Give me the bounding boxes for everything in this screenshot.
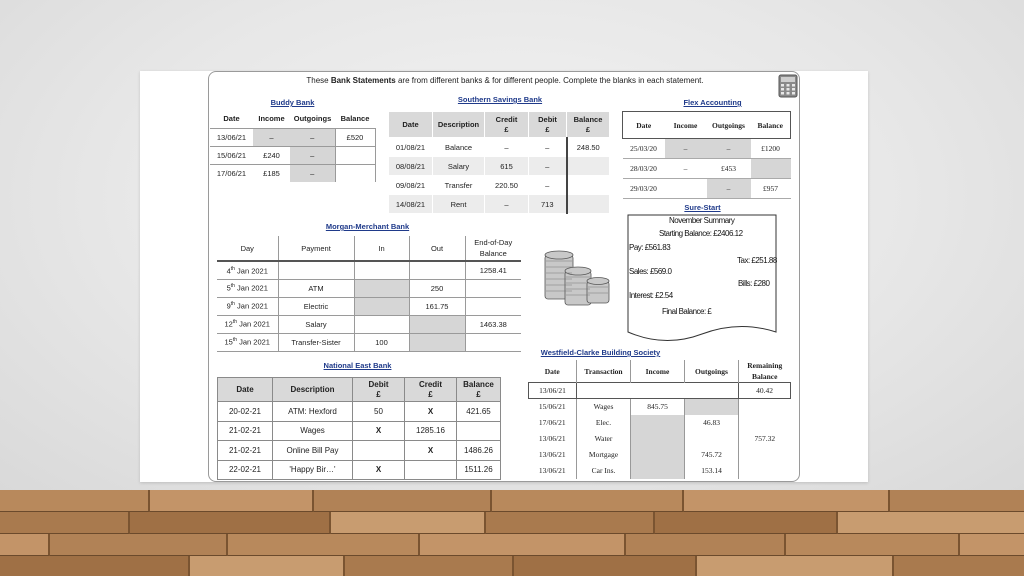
date-cell: 20-02-21	[218, 402, 273, 422]
income-cell[interactable]: –	[665, 139, 707, 159]
date-cell: 28/03/20	[623, 159, 665, 179]
balance-cell: 757.32	[739, 431, 791, 447]
balance-blank[interactable]	[567, 195, 610, 214]
date-cell: 21-02-21	[218, 441, 273, 461]
table-row	[217, 333, 521, 351]
debit-blank[interactable]	[353, 441, 405, 461]
description-cell: Salary	[433, 157, 485, 176]
table-row	[217, 261, 521, 279]
balance-blank[interactable]	[567, 157, 610, 176]
flex-accounting-table	[622, 111, 791, 199]
floor-plank	[492, 490, 684, 512]
income-cell[interactable]	[631, 431, 685, 447]
floor-plank	[684, 490, 890, 512]
balance-cell: 1463.38	[465, 315, 521, 333]
balance-blank[interactable]	[465, 297, 521, 315]
floor-plank	[130, 512, 331, 534]
floor-plank	[626, 534, 786, 556]
day-cell: 4th Jan 2021	[217, 261, 278, 279]
floor-plank	[514, 556, 697, 576]
description-cell: ATM: Hexford	[273, 402, 353, 422]
date-cell: 29/03/20	[623, 179, 665, 199]
table-row	[210, 146, 375, 164]
credit-cell: –	[485, 195, 529, 214]
floor-plank	[190, 556, 345, 576]
credit-cell: X	[405, 441, 457, 461]
credit-cell: 1285.16	[405, 421, 457, 441]
column-header: Credit £	[485, 112, 529, 138]
column-header: Credit £	[405, 378, 457, 402]
column-header: Date	[389, 112, 433, 138]
column-header: Transaction	[577, 360, 631, 383]
debit-cell: 50	[353, 402, 405, 422]
morgan-merchant-title: Morgan-Merchant Bank	[325, 222, 410, 231]
income-cell: –	[665, 159, 707, 179]
outgoings-cell: 153.14	[685, 463, 739, 479]
credit-blank[interactable]	[405, 460, 457, 480]
outgoings-cell[interactable]: –	[290, 164, 335, 182]
pay-line: Pay: £561.83	[629, 243, 671, 252]
balance-blank[interactable]	[739, 399, 791, 415]
floor-plank	[331, 512, 486, 534]
balance-blank[interactable]	[739, 463, 791, 479]
table-row	[389, 157, 610, 176]
floor-plank	[697, 556, 894, 576]
transaction-cell: Car Ins.	[577, 463, 631, 479]
debit-cell: X	[353, 421, 405, 441]
sure-start-title: Sure-Start	[684, 203, 721, 212]
column-header: Payment	[278, 236, 354, 261]
table-row	[389, 176, 610, 195]
date-cell: 15/06/21	[210, 146, 253, 164]
outgoings-cell: 46.83	[685, 415, 739, 431]
column-header: Out	[409, 236, 465, 261]
table-header-row	[218, 378, 501, 402]
date-cell: 25/03/20	[623, 139, 665, 159]
balance-cell: £1200	[751, 139, 791, 159]
table-header-row	[623, 112, 791, 139]
balance-cell: 40.42	[739, 383, 791, 399]
debit-cell: 713	[529, 195, 567, 214]
date-cell: 17/06/21	[538, 418, 566, 427]
floor-plank	[228, 534, 420, 556]
table-header-row	[217, 236, 521, 261]
westfield-clarke-title: Westfield-Clarke Building Society	[540, 348, 661, 357]
column-header: Date	[544, 366, 560, 376]
outgoings-cell: 745.72	[685, 447, 739, 463]
outgoings-cell[interactable]: –	[290, 128, 335, 146]
description-cell: Wages	[273, 421, 353, 441]
description-cell: 'Happy Bir…'	[273, 460, 353, 480]
income-cell[interactable]	[631, 447, 685, 463]
coin-stacks-icon	[543, 247, 611, 307]
floor-plank	[838, 512, 1024, 534]
balance-blank[interactable]	[739, 447, 791, 463]
national-east-title: National East Bank	[323, 361, 392, 370]
floor-plank	[894, 556, 1024, 576]
debit-cell: –	[529, 138, 567, 157]
in-blank[interactable]	[354, 315, 409, 333]
debit-cell: –	[529, 157, 567, 176]
income-cell: 845.75	[631, 399, 685, 415]
bills-line: Bills: £280	[738, 279, 770, 288]
date-cell: 21-02-21	[218, 421, 273, 441]
tax-line: Tax: £251.88	[737, 256, 777, 265]
summary-heading: November Summary	[669, 216, 735, 225]
table-row	[217, 279, 521, 297]
credit-cell: 220.50	[485, 176, 529, 195]
balance-cell: 421.65	[457, 402, 501, 422]
balance-blank[interactable]	[567, 176, 610, 195]
morgan-merchant-table	[217, 236, 521, 352]
income-cell: £240	[253, 146, 290, 164]
column-header: End-of-Day Balance	[465, 236, 521, 261]
column-header: Debit £	[353, 378, 405, 402]
floor-plank	[0, 490, 150, 512]
debit-cell: –	[529, 176, 567, 195]
outgoings-cell: £453	[707, 159, 751, 179]
westfield-clarke-table	[528, 360, 791, 479]
date-cell: 17/06/21	[210, 164, 253, 182]
table-row	[218, 460, 501, 480]
floor-plank	[0, 556, 190, 576]
day-cell: 5th Jan 2021	[217, 279, 278, 297]
floor-plank	[420, 534, 626, 556]
income-blank[interactable]	[665, 179, 707, 199]
table-header-row	[210, 110, 375, 128]
date-cell: 13/06/21	[538, 466, 566, 475]
table-row	[389, 138, 610, 157]
in-cell[interactable]	[354, 279, 409, 297]
floor-plank	[314, 490, 492, 512]
column-header: Day	[217, 236, 278, 261]
instructions-heading: These Bank Statements are from different banks & for different people. Complete the blanks in each statement.	[306, 76, 704, 85]
transaction-cell: Wages	[577, 399, 631, 415]
floor-plank	[150, 490, 314, 512]
payment-cell: Electric	[278, 297, 354, 315]
table-row	[218, 402, 501, 422]
out-cell[interactable]	[409, 315, 465, 333]
description-cell: Rent	[433, 195, 485, 214]
column-header: Description	[433, 112, 485, 138]
in-cell: 100	[354, 333, 409, 351]
table-row	[210, 164, 375, 182]
table-row	[529, 463, 791, 479]
credit-cell: 615	[485, 157, 529, 176]
balance-cell: £520	[335, 128, 375, 146]
in-cell	[354, 261, 409, 279]
day-cell: 12th Jan 2021	[217, 315, 278, 333]
payment-cell: Salary	[278, 315, 354, 333]
payment-cell: Transfer-Sister	[278, 333, 354, 351]
balance-cell: 1511.26	[457, 460, 501, 480]
outgoings-cell[interactable]: –	[707, 179, 751, 199]
transaction-cell: Elec.	[577, 415, 631, 431]
starting-balance-line: Starting Balance: £2406.12	[659, 229, 743, 238]
column-header: Remaining Balance	[739, 360, 791, 383]
income-cell[interactable]: –	[253, 128, 290, 146]
national-east-table	[217, 377, 501, 480]
table-row	[529, 383, 791, 399]
column-header: Income	[258, 114, 285, 124]
floor-plank	[960, 534, 1024, 556]
date-cell: 13/06/21	[538, 450, 566, 459]
date-cell: 22-02-21	[218, 460, 273, 480]
payment-cell	[278, 261, 354, 279]
column-header: Date	[218, 378, 273, 402]
outgoings-cell	[685, 383, 739, 399]
date-cell: 13/06/21	[210, 128, 253, 146]
floor-plank	[486, 512, 655, 534]
table-header-row	[389, 112, 610, 138]
table-row	[217, 297, 521, 315]
balance-cell: 248.50	[567, 138, 610, 157]
date-cell: 08/08/21	[389, 157, 433, 176]
floor-plank	[50, 534, 228, 556]
table-row	[529, 399, 791, 415]
balance-cell: 1258.41	[465, 261, 521, 279]
income-cell[interactable]	[631, 415, 685, 431]
column-header: Income	[665, 112, 707, 139]
floor-plank	[890, 490, 1024, 512]
table-row	[529, 447, 791, 463]
out-cell	[409, 261, 465, 279]
income-cell: £185	[253, 164, 290, 182]
column-header: Balance	[751, 112, 791, 139]
interest-line: Interest: £2.54	[629, 291, 673, 300]
outgoings-blank[interactable]	[685, 431, 739, 447]
income-cell[interactable]	[631, 463, 685, 479]
sales-line: Sales: £569.0	[629, 267, 672, 276]
payment-cell: ATM	[278, 279, 354, 297]
column-header: Debit £	[529, 112, 567, 138]
out-cell[interactable]	[409, 333, 465, 351]
column-header: Balance	[340, 114, 370, 124]
transaction-cell: Water	[577, 431, 631, 447]
final-balance-line[interactable]: Final Balance: £	[662, 307, 712, 316]
table-row	[623, 159, 791, 179]
table-header-row	[529, 360, 791, 383]
table-row	[217, 315, 521, 333]
buddy-bank-title: Buddy Bank	[270, 98, 315, 107]
floor-plank	[0, 512, 130, 534]
credit-cell: –	[485, 138, 529, 157]
date-cell: 13/06/21	[538, 434, 566, 443]
description-cell: Balance	[433, 138, 485, 157]
column-header: Date	[623, 112, 665, 139]
floor-plank	[0, 534, 50, 556]
column-header: Outgoings	[685, 360, 739, 383]
column-header: Income	[631, 360, 685, 383]
column-header: Date	[223, 114, 240, 124]
balance-blank[interactable]	[465, 333, 521, 351]
table-row	[389, 195, 610, 214]
date-cell: 01/08/21	[389, 138, 433, 157]
description-cell: Transfer	[433, 176, 485, 195]
out-cell: 161.75	[409, 297, 465, 315]
transaction-cell: Mortgage	[577, 447, 631, 463]
table-row	[529, 415, 791, 431]
balance-blank[interactable]	[751, 159, 791, 179]
column-header: Description	[273, 378, 353, 402]
column-header: In	[354, 236, 409, 261]
table-row	[218, 441, 501, 461]
debit-cell: X	[353, 460, 405, 480]
date-cell: 09/08/21	[389, 176, 433, 195]
balance-cell: 1486.26	[457, 441, 501, 461]
outgoings-cell[interactable]	[685, 399, 739, 415]
table-row	[529, 431, 791, 447]
floor-plank	[345, 556, 514, 576]
description-cell: Online Bill Pay	[273, 441, 353, 461]
outgoings-cell[interactable]: –	[290, 146, 335, 164]
column-header: Outgoings	[707, 112, 751, 139]
balance-cell: £957	[751, 179, 791, 199]
table-row	[210, 128, 375, 146]
floor-plank	[786, 534, 960, 556]
in-cell[interactable]	[354, 297, 409, 315]
southern-savings-table	[388, 111, 610, 214]
table-row	[218, 421, 501, 441]
day-cell: 9th Jan 2021	[217, 297, 278, 315]
balance-blank[interactable]	[465, 279, 521, 297]
date-cell: 14/08/21	[389, 195, 433, 214]
balance-blank[interactable]	[457, 421, 501, 441]
date-cell: 15/06/21	[538, 402, 566, 412]
balance-blank[interactable]	[739, 415, 791, 431]
table-row	[623, 179, 791, 199]
buddy-bank-table	[210, 110, 376, 182]
column-header: Outgoings	[293, 114, 332, 124]
out-cell: 250	[409, 279, 465, 297]
day-cell: 15th Jan 2021	[217, 333, 278, 351]
southern-savings-title: Southern Savings Bank	[457, 95, 543, 104]
floor-plank	[655, 512, 838, 534]
table-row	[623, 139, 791, 159]
balance-blank[interactable]	[335, 146, 375, 164]
flex-accounting-title: Flex Accounting	[683, 98, 742, 107]
income-cell	[631, 383, 685, 399]
date-cell: 13/06/21	[529, 383, 577, 399]
transaction-cell	[577, 383, 631, 399]
column-header: Balance £	[457, 378, 501, 402]
credit-cell: X	[405, 402, 457, 422]
outgoings-cell[interactable]: –	[707, 139, 751, 159]
wooden-floor	[0, 490, 1024, 576]
balance-blank[interactable]	[335, 164, 375, 182]
column-header: Balance £	[567, 112, 610, 138]
